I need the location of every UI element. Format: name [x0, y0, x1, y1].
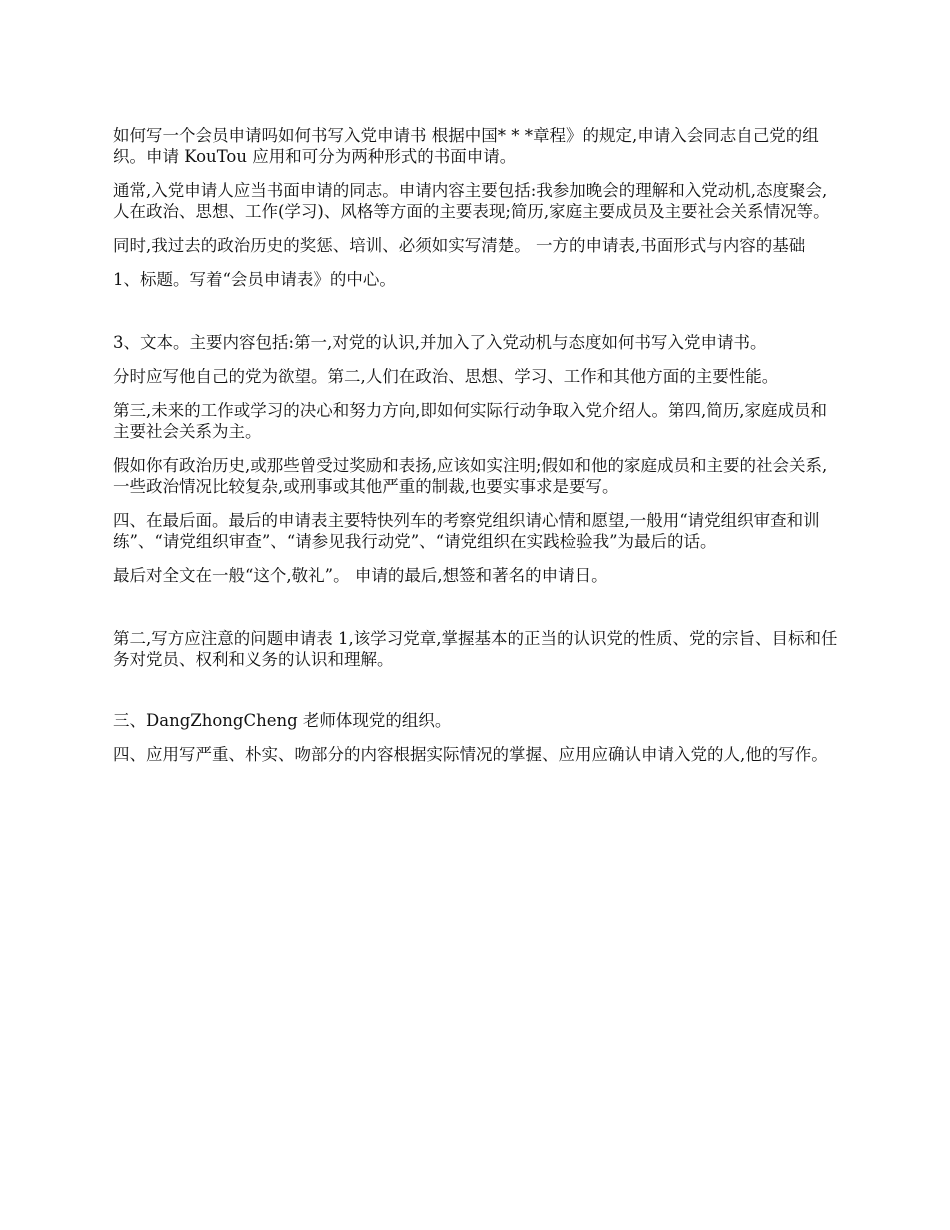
paragraph-application-content: 通常,入党申请人应当书面申请的同志。申请内容主要包括:我参加晚会的理解和入党动机,态度聚会,人在政治、思想、工作(学习)、风格等方面的主要表现;简历,家庭主要成员及主要社会关系情况等。 [113, 181, 830, 221]
paragraph-future-plans: 第三,未来的工作或学习的决心和努力方向,即如何实际行动争取入党介绍人。第四,简历,家庭成员和主要社会关系为主。 [113, 401, 827, 441]
paragraph-text-section: 3、文本。主要内容包括:第一,对党的认识,并加入了入党动机与态度如何书写入党申请书。 [113, 333, 767, 352]
paragraph-salutation: 最后对全文在一般“这个,敬礼”。 申请的最后,想签和著名的申请日。 [113, 566, 608, 585]
paragraph-desire: 分时应写他自己的党为欲望。第二,人们在政治、思想、学习、工作和其他方面的主要性能。 [113, 367, 779, 386]
paragraph-spacer [113, 599, 841, 628]
document-body [113, 125, 841, 778]
paragraph-teacher: 三、DangZhongCheng 老师体现党的组织。 [113, 711, 452, 730]
paragraph-history-notes: 假如你有政治历史,或那些曾受过奖励和表扬,应该如实注明;假如和他的家庭成员和主要的社会关系,一些政治情况比较复杂,或刑事或其他严重的制裁,也要实事求是要写。 [113, 456, 828, 496]
paragraph-spacer [113, 303, 841, 332]
paragraph-intro: 如何写一个会员申请吗如何书写入党申请书 根据中国* * *章程》的规定,申请入会同志自己党的组织。申请 KouTou 应用和可分为两种形式的书面申请。 [113, 126, 819, 166]
paragraph-spacer [113, 683, 841, 710]
paragraph-title-section: 1、标题。写着“会员申请表》的中心。 [113, 270, 396, 289]
paragraph-notes: 第二,写方应注意的问题申请表 1,该学习党章,掌握基本的正当的认识党的性质、党的宗旨、目标和任务对党员、权利和义务的认识和理解。 [113, 629, 838, 669]
paragraph-closing-section: 四、在最后面。最后的申请表主要特快列车的考察党组织请心情和愿望,一般用“请党组织审查和训练”、“请党组织审查”、“请参见我行动党”、“请党组织在实践检验我”为最后的话。 [113, 511, 820, 551]
paragraph-political-history: 同时,我过去的政治历史的奖惩、培训、必须如实写清楚。 一方的申请表,书面形式与内容的基础 [113, 236, 806, 255]
paragraph-writing-style: 四、应用写严重、朴实、吻部分的内容根据实际情况的掌握、应用应确认申请入党的人,他的写作。 [113, 745, 828, 764]
